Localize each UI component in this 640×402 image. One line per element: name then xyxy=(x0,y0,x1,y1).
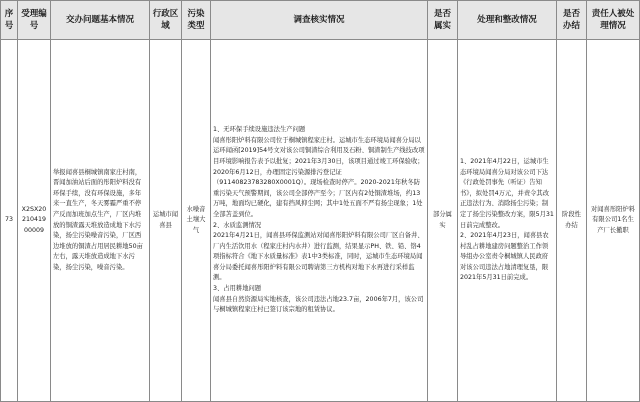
cell-seq: 73 xyxy=(1,40,18,402)
investigation-paragraph: 闻喜彤阳炉料有限公司位于桐城镇程家庄村。运城市生态环境局闻喜分局以运环闻函[2019]54号文对该公司铜渣综合利用及石粉、铜渣制生产线技改项目环境影响报告表予以批复；2021年3月30日，该项目通过竣工环保验收；2020年6月12日，办理固定污染源排污登记证（91140823783280X0001Q）。现场检查时停产。2020-2021年秋冬防重污染天气预警期间，该公司全部停产至今；厂区内有2处铜渣堆场，约13万吨，地面均已硬化，建有挡风抑尘网；其中1处五面不严有扬尘现象；1处全部苫盖到位。 xyxy=(213,136,425,218)
cell-investigation xyxy=(211,40,428,402)
header-seq: 序号 xyxy=(1,1,18,40)
cell-pollution-type: 水噪音土壤大气 xyxy=(182,40,211,402)
investigation-paragraph: 1、无环保手续设施违法生产问题 xyxy=(213,126,306,134)
cell-handling xyxy=(458,40,557,402)
cell-issue: 举报闻喜县桐城镇南家庄村南，晋闻加油站后面的彤阳炉料没有环保手续，没有环保设施，多年来一直生产，冬天雾霾严重不停产反而加班加点生产，厂区内堆放的铜渣露天堆放造成地下水污染，扬尘污染噪音污染，厂区西边堆放的铜渣占用居民耕地50亩左右，露天堆放造成地下水污染，扬尘污染，噪音污染。 xyxy=(51,40,150,402)
table-row xyxy=(1,40,640,402)
cell-verified: 部分属实 xyxy=(428,40,458,402)
header-code: 受理编号 xyxy=(18,1,51,40)
handling-paragraph: 2、2021年4月23日，闻喜县农村乱占耕地建房问题整治工作领导组办公室责令桐城镇人民政府对该公司违法占地清理复垦，限2021年5月31日前完成。 xyxy=(460,232,549,282)
cell-accountability: 对闻喜彤阳炉料有限公司1名生产厂长撤职 xyxy=(587,40,640,402)
investigation-paragraph: 3、占用耕地问题 xyxy=(213,285,262,293)
investigation-paragraph: 闻喜县自然资源局实地核查，该公司违法占地23.7亩，2006年7月，该公司与桐城镇程家庄村已签订该宗地的租赁协议。 xyxy=(213,295,424,314)
handling-paragraph: 1、2021年4月22日，运城市生态环境局闻喜分局对该公司下达《行政处罚事先（听证）告知书》，拟处罚4万元，并责令其改正违法行为、消除扬尘污染；制定了扬尘污染整改方案，限5月31日前完成整改。 xyxy=(460,157,554,229)
header-verified: 是否属实 xyxy=(428,1,458,40)
header-closed: 是否办结 xyxy=(557,1,587,40)
table-header-row xyxy=(1,1,640,40)
header-pollution-type: 污染类型 xyxy=(182,1,211,40)
cell-district: 运城市闻喜县 xyxy=(150,40,182,402)
investigation-paragraph: 2021年4月21日，闻喜县环保监测站对闻喜彤阳炉料有限公司厂区自备井、厂内生活饮用水（程家庄村内水井）进行监测，结果显示PH、铁、铅、铬4项指标符合《地下水质量标准》表1中3类标准，同时，运城市生态环境局闻喜分局委托闻喜彤阳炉料有限公司聘请第三方机构对地下水再进行采样监测。 xyxy=(213,232,424,282)
header-accountability: 责任人被处理情况 xyxy=(587,1,640,40)
cell-code: X2SX2021041900009 xyxy=(18,40,51,402)
header-issue: 交办问题基本情况 xyxy=(51,1,150,40)
header-handling: 处理和整改情况 xyxy=(458,1,557,40)
cell-closed: 阶段性办结 xyxy=(557,40,587,402)
investigation-paragraph: 2、水质监测情况 xyxy=(213,221,262,229)
header-district: 行政区域 xyxy=(150,1,182,40)
header-investigation: 调查核实情况 xyxy=(211,1,428,40)
